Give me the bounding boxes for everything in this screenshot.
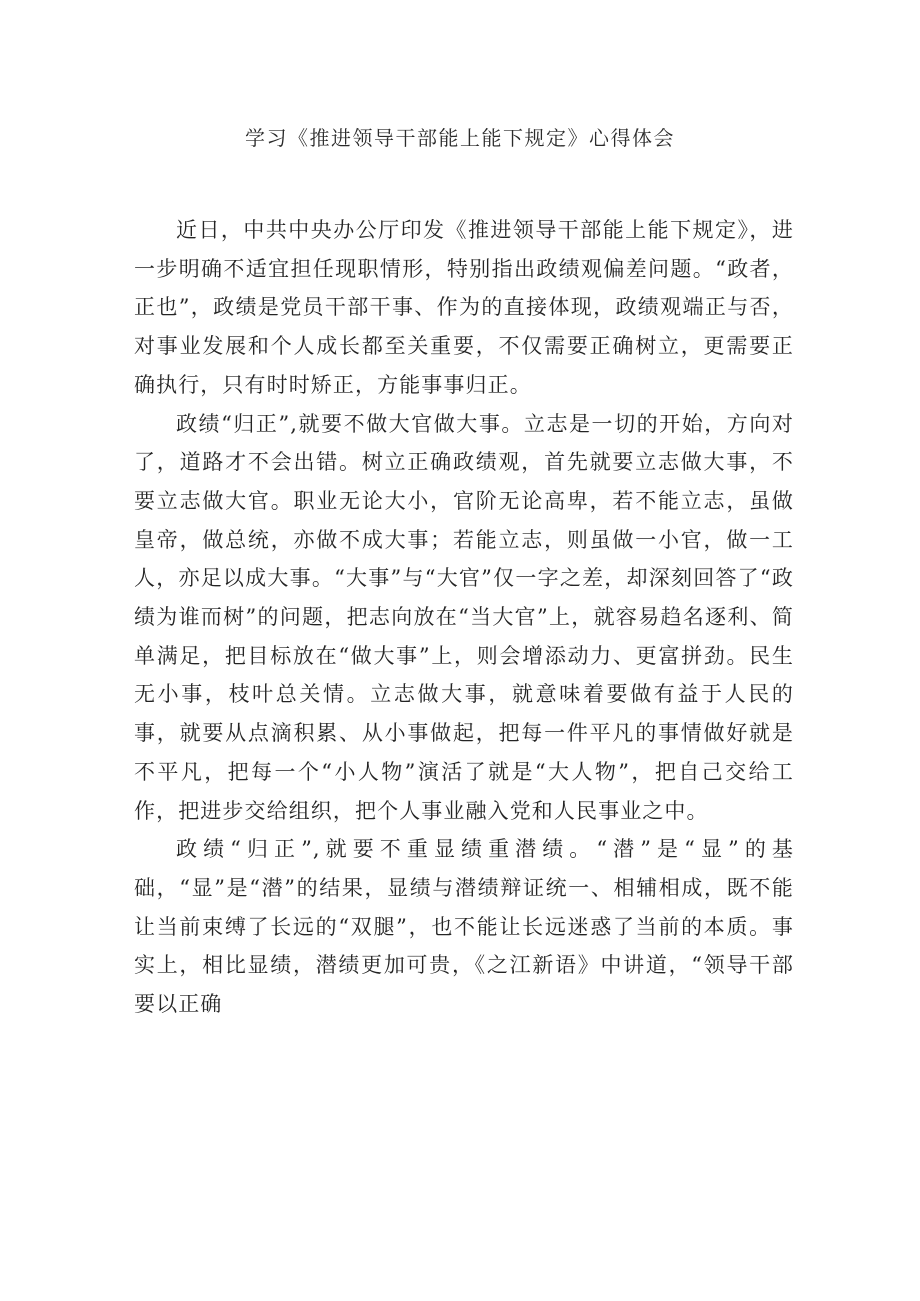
paragraph-2: 政绩“归正”,就要不做大官做大事。立志是一切的开始，方向对了，道路才不会出错。树立正确政绩观，首先就要立志做大事，不要立志做大官。职业无论大小，官阶无论高卑，若不能立志，虽做皇帝，做总统，亦做不成大事；若能立志，则虽做一小官，做一工人，亦足以成大事。“大事”与“大官”仅一字之差，却深刻回答了“政绩为谁而树”的问题，把志向放在“当大官”上，就容易趋名逐利、简单满足，把目标放在“做大事”上，则会增添动力、更富拼劲。民生无小事，枝叶总关情。立志做大事，就意味着要做有益于人民的事，就要从点滴积累、从小事做起，把每一件平凡的事情做好就是不平凡，把每一个“小人物”演活了就是“大人物”，把自己交给工作，把进步交给组织，把个人事业融入党和人民事业之中。 [134, 411, 794, 823]
paragraph-3: 政绩“归正”,就要不重显绩重潜绩。“潜”是“显”的基础，“显”是“潜”的结果，显绩与潜绩辩证统一、相辅相成，既不能让当前束缚了长远的“双腿”，也不能让长远迷惑了当前的本质。事实上，相比显绩，潜绩更加可贵，《之江新语》中讲道，“领导干部要以正确 [134, 837, 794, 1017]
paragraph-1: 近日，中共中央办公厅印发《推进领导干部能上能下规定》，进一步明确不适宜担任现职情形，特别指出政绩观偏差问题。“政者，正也”，政绩是党员干部干事、作为的直接体现，政绩观端正与否，对事业发展和个人成长都至关重要，不仅需要正确树立，更需要正确执行，只有时时矫正，方能事事归正。 [134, 218, 794, 397]
document-body [134, 211, 794, 1024]
document-title: 学习《推进领导干部能上能下规定》心得体会 [245, 126, 675, 150]
